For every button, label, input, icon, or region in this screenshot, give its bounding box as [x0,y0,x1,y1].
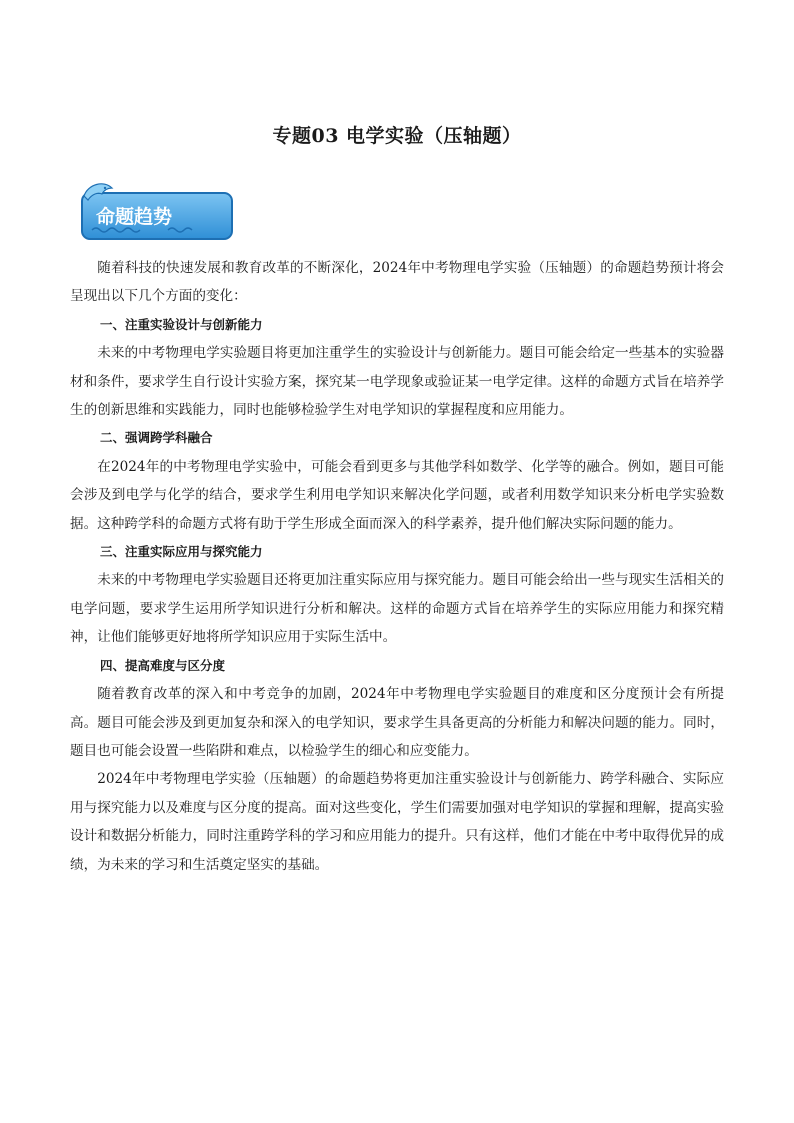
document-body [70,254,724,879]
section-badge [78,180,236,244]
section-heading: 一、注重实验设计与创新能力 [100,316,263,332]
section-heading: 三、注重实际应用与探究能力 [100,544,263,560]
page-title: 专题03 电学实验（压轴题） [272,125,522,147]
section-paragraph: 在2024年的中考物理电学实验中，可能会看到更多与其他学科如数学、化学等的融合。例如，题目可能会涉及到电学与化学的结合，要求学生利用电学知识来解决化学问题，或者利用数学知识来分析电学实验数据。这种跨学科的命题方式将有助于学生形成全面而深入的科学素养，提升他们解决实际问题的能力。 [70,458,724,532]
dolphin-badge-icon [78,180,236,244]
conclusion-paragraph: 2024年中考物理电学实验（压轴题）的命题趋势将更加注重实验设计与创新能力、跨学科融合、实际应用与探究能力以及难度与区分度的提高。面对这些变化，学生们需要加强对电学知识的掌握和理解，提高实验设计和数据分析能力，同时注重跨学科的学习和应用能力的提升。只有这样，他们才能在中考中取得优异的成绩，为未来的学习和生活奠定坚实的基础。 [70,771,724,873]
intro-paragraph: 随着科技的快速发展和教育改革的不断深化，2024年中考物理电学实验（压轴题）的命题趋势预计将会呈现出以下几个方面的变化： [70,260,724,305]
section-paragraph: 未来的中考物理电学实验题目将更加注重学生的实验设计与创新能力。题目可能会给定一些基本的实验器材和条件，要求学生自行设计实验方案，探究某一电学现象或验证某一电学定律。这样的命题方式旨在培养学生的创新思维和实践能力，同时也能够检验学生对电学知识的掌握程度和应用能力。 [70,345,724,419]
section-heading: 二、强调跨学科融合 [100,430,213,446]
section-heading: 四、提高难度与区分度 [100,657,226,673]
section-paragraph: 未来的中考物理电学实验题目还将更加注重实际应用与探究能力。题目可能会给出一些与现实生活相关的电学问题，要求学生运用所学知识进行分析和解决。这样的命题方式旨在培养学生的实际应用能力和探究精神，让他们能够更好地将所学知识应用于实际生活中。 [70,572,724,646]
section-paragraph: 随着教育改革的深入和中考竞争的加剧，2024年中考物理电学实验题目的难度和区分度预计会有所提高。题目可能会涉及到更加复杂和深入的电学知识，要求学生具备更高的分析能力和解决问题的能力。同时，题目也可能会设置一些陷阱和难点，以检验学生的细心和应变能力。 [70,686,724,759]
badge-label: 命题趋势 [96,206,173,228]
